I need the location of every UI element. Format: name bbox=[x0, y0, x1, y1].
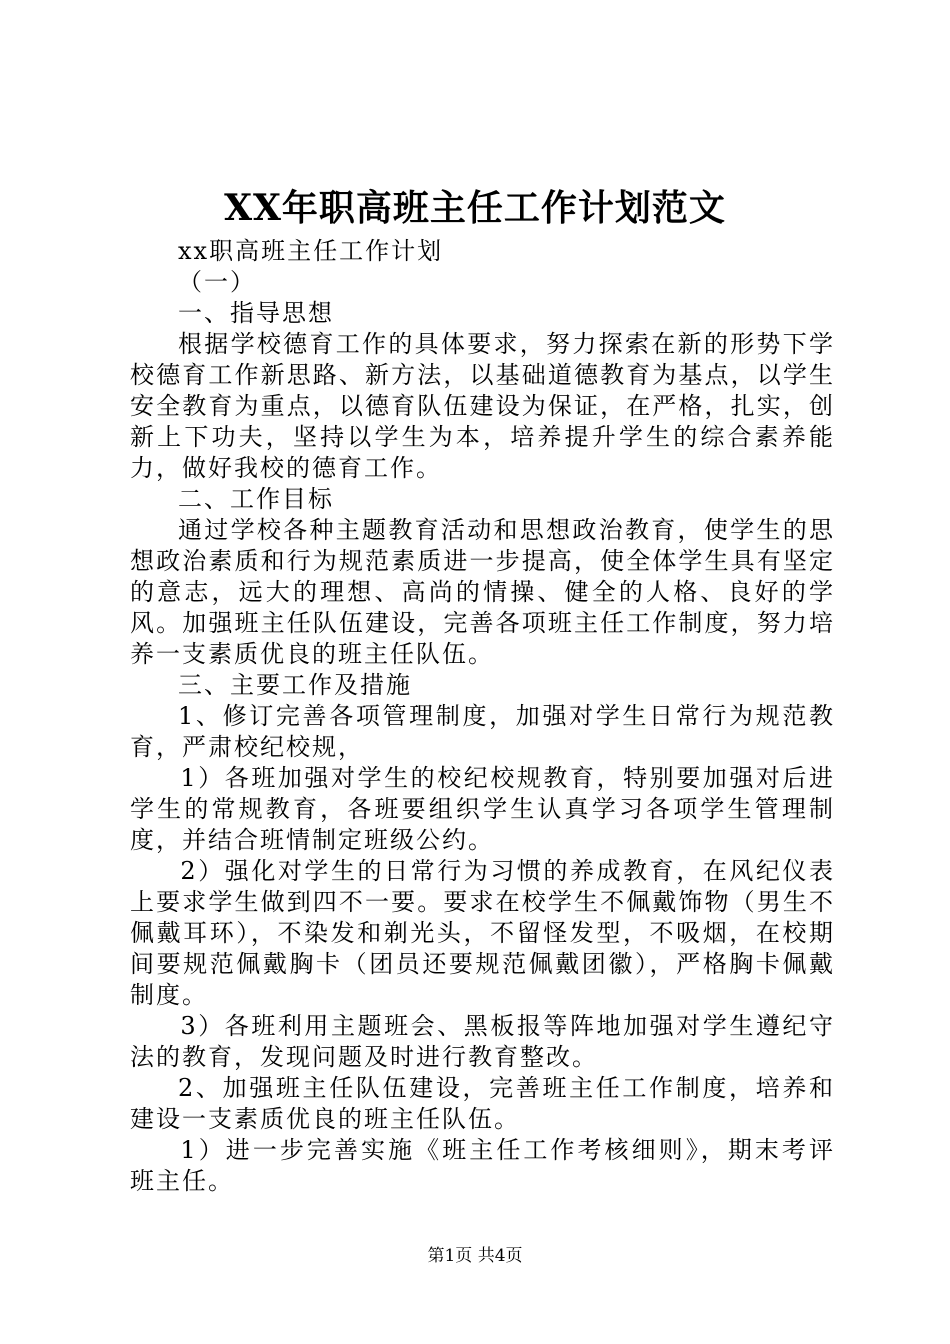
paragraph-subitem-1-1: 1）各班加强对学生的校纪校规教育，特别要加强对后进学生的常规教育，各班要组织学生认真学习各项学生管理制度，并结合班情制定班级公约。 bbox=[130, 764, 835, 854]
document-title: XX年职高班主任工作计划范文 bbox=[224, 187, 726, 229]
paragraph-subitem-1-2: 2）强化对学生的日常行为习惯的养成教育，在风纪仪表上要求学生做到四不一要。要求在校学生不佩戴饰物（男生不佩戴耳环），不染发和剃光头，不留怪发型，不吸烟，在校期间要规范佩戴胸卡（团员还要规范佩戴团徽），严格胸卡佩戴制度。 bbox=[130, 857, 835, 1009]
paragraph-subitem-1-3: 3）各班利用主题班会、黑板报等阵地加强对学生遵纪守法的教育，发现问题及时进行教育整改。 bbox=[130, 1012, 835, 1071]
document-body bbox=[130, 236, 835, 1197]
paragraph-guiding-ideology: 根据学校德育工作的具体要求，努力探索在新的形势下学校德育工作新思路、新方法，以基础道德教育为基点，以学生安全教育为重点，以德育队伍建设为保证，在严格，扎实，创新上下功夫，坚持以学生为本，培养提升学生的综合素养能力，做好我校的德育工作。 bbox=[130, 330, 835, 482]
paragraph-heading-guiding-ideology: 一、指导思想 bbox=[178, 299, 334, 327]
paragraph-section-number: （一） bbox=[178, 268, 256, 296]
paragraph-item-1: 1、修订完善各项管理制度，加强对学生日常行为规范教育，严肃校纪校规， bbox=[130, 702, 835, 761]
page-footer: 第1页 共4页 bbox=[427, 1246, 523, 1266]
paragraph-heading-work-goals: 二、工作目标 bbox=[178, 485, 334, 513]
paragraph-subitem-2-1: 1）进一步完善实施《班主任工作考核细则》，期末考评班主任。 bbox=[130, 1136, 835, 1195]
paragraph-heading-main-work: 三、主要工作及措施 bbox=[178, 671, 412, 699]
paragraph-item-2: 2、加强班主任队伍建设，完善班主任工作制度，培养和建设一支素质优良的班主任队伍。 bbox=[130, 1074, 835, 1133]
paragraph-plan-heading: xx职高班主任工作计划 bbox=[178, 237, 444, 265]
paragraph-work-goals: 通过学校各种主题教育活动和思想政治教育，使学生的思想政治素质和行为规范素质进一步提高，使全体学生具有坚定的意志，远大的理想、高尚的情操、健全的人格、良好的学风。加强班主任队伍建设，完善各项班主任工作制度，努力培养一支素质优良的班主任队伍。 bbox=[130, 516, 835, 668]
